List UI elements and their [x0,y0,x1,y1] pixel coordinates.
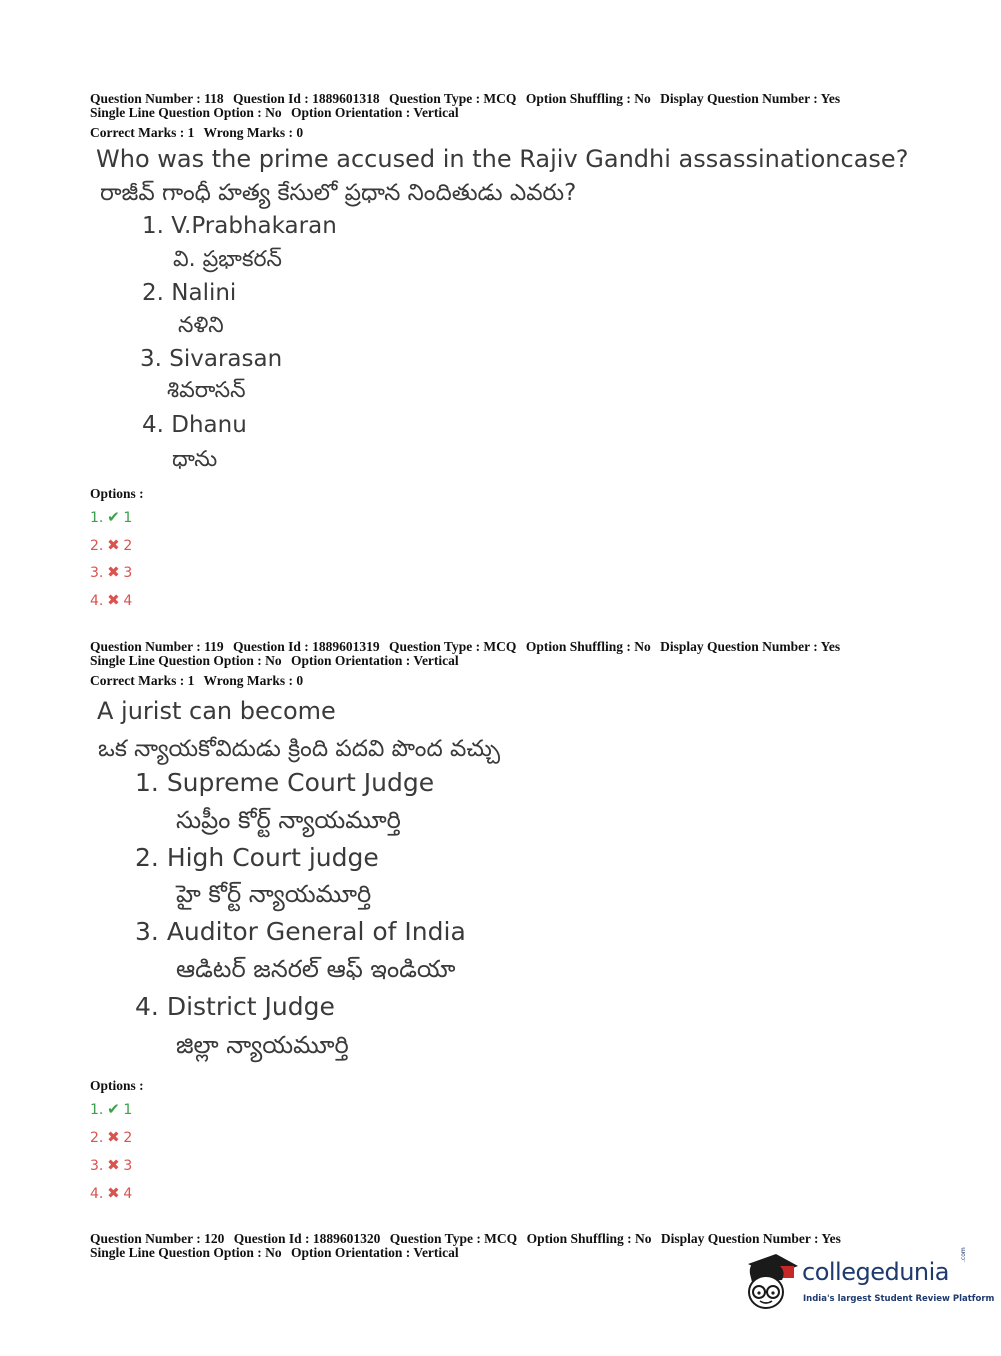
q118-answer-2 [90,536,132,554]
option-text: Sivarasan [169,346,283,372]
q118-option-1-telugu: వి. ప్రభాకరన్ [173,247,282,272]
q119-option-4-english [135,992,335,1021]
q119-option-2-english [135,843,379,872]
meta-field: Display Question Number : Yes [660,639,841,654]
meta-field: Option Orientation : Vertical [291,653,459,668]
option-text: Dhanu [171,412,247,438]
cross-icon: ✖ [107,536,120,554]
brand-suffix: .com [960,1247,967,1262]
correct-marks: Correct Marks : 1 [90,125,195,140]
answer-value: 3 [123,565,133,581]
q118-answer-1 [90,508,132,526]
q118-answer-4 [90,591,132,609]
wrong-marks: Wrong Marks : 0 [203,673,304,688]
answer-number: 2. [90,538,104,554]
option-number: 3. [135,917,159,946]
option-number: 4. [135,992,159,1021]
q118-option-3-english [140,346,282,372]
q119-option-3-telugu: ఆడిటర్ జనరల్ ఆఫ్ ఇండియా [176,955,456,983]
q118-option-4-english [142,412,247,438]
check-icon: ✔ [107,508,120,526]
meta-field: Question Id : 1889601319 [233,639,380,654]
q118-option-1-english [142,213,337,239]
q118-option-4-telugu: ధాను [172,447,218,472]
option-text: High Court judge [166,843,379,872]
option-number: 2. [142,280,164,306]
cross-icon: ✖ [107,591,120,609]
meta-field: Question Type : MCQ [389,639,517,654]
meta-field: Option Shuffling : No [526,1231,652,1246]
q119-option-4-telugu: జిల్లా న్యాయమూర్తి [176,1031,349,1059]
cross-icon: ✖ [107,1184,120,1202]
meta-field: Option Shuffling : No [525,91,651,106]
meta-field: Single Line Question Option : No [90,653,282,668]
q119-option-3-english [135,917,466,946]
q119-question-english: A jurist can become [97,697,336,725]
answer-value: 1 [123,1102,133,1118]
q118-answer-3 [90,563,132,581]
q119-option-1-telugu: సుప్రీం కోర్ట్ న్యాయమూర్తి [176,806,401,834]
q119-question-telugu: ఒక న్యాయకోవిదుడు క్రింది పదవి పొంద వచ్చు [98,736,501,762]
meta-field: Option Orientation : Vertical [291,1245,459,1260]
q118-question-english: Who was the prime accused in the Rajiv Gandhi assassinationcase? [96,145,909,173]
meta-field: Single Line Question Option : No [90,1245,282,1260]
brand-tagline: India's largest Student Review Platform [803,1294,995,1304]
cross-icon: ✖ [107,1128,120,1146]
answer-number: 3. [90,1158,104,1174]
cross-icon: ✖ [107,563,120,581]
option-text: V.Prabhakaran [171,213,337,239]
answer-number: 2. [90,1130,104,1146]
option-number: 1. [142,213,164,239]
q119-option-1-english [135,768,434,797]
q119-answer-3 [90,1156,132,1174]
meta-field: Display Question Number : Yes [660,91,841,106]
option-text: Auditor General of India [166,917,466,946]
meta-field: Single Line Question Option : No [90,105,282,120]
answer-value: 4 [123,593,133,609]
q119-answer-1 [90,1100,132,1118]
answer-number: 1. [90,510,104,526]
option-number: 4. [142,412,164,438]
answer-number: 4. [90,1186,104,1202]
q119-option-2-telugu: హై కోర్ట్ న్యాయమూర్తి [176,880,372,908]
option-text: Supreme Court Judge [166,768,435,797]
meta-field: Question Id : 1889601318 [233,91,380,106]
option-text: District Judge [166,992,335,1021]
answer-value: 2 [123,538,133,554]
mascot-icon [742,1250,802,1314]
meta-field: Question Number : 119 [90,639,224,654]
cross-icon: ✖ [107,1156,120,1174]
meta-field: Question Type : MCQ [389,91,517,106]
meta-field: Option Shuffling : No [525,639,651,654]
answer-value: 1 [123,510,133,526]
brand-name: collegedunia [802,1258,950,1286]
answer-number: 3. [90,565,104,581]
q120-meta-line2 [90,1246,465,1261]
answer-value: 2 [123,1130,133,1146]
q118-question-telugu: రాజీవ్ గాంధీ హత్య కేసులో ప్రధాన నిందితుడు ఎవరు? [100,180,577,206]
q119-answer-4 [90,1184,132,1202]
option-text: Nalini [171,280,237,306]
option-number: 1. [135,768,159,797]
q118-options-label: Options : [90,486,144,501]
meta-field: Question Number : 118 [90,91,224,106]
answer-value: 4 [123,1186,133,1202]
answer-value: 3 [123,1158,133,1174]
q118-marks [90,126,309,141]
collegedunia-logo [742,1247,995,1314]
answer-number: 4. [90,593,104,609]
meta-field: Question Id : 1889601320 [233,1231,381,1246]
q118-option-3-telugu: శివరాసన్ [167,378,246,403]
q118-meta-line2 [90,106,465,121]
q119-answer-2 [90,1128,132,1146]
check-icon: ✔ [107,1100,120,1118]
q119-marks [90,674,309,689]
q118-option-2-telugu: నళిని [178,313,224,338]
option-number: 3. [140,346,162,372]
meta-field: Option Orientation : Vertical [291,105,459,120]
q118-option-2-english [142,280,236,306]
wrong-marks: Wrong Marks : 0 [203,125,304,140]
meta-field: Display Question Number : Yes [660,1231,841,1246]
meta-field: Question Number : 120 [90,1231,225,1246]
answer-number: 1. [90,1102,104,1118]
q119-meta-line2 [90,654,465,669]
correct-marks: Correct Marks : 1 [90,673,195,688]
meta-field: Question Type : MCQ [389,1231,518,1246]
q119-options-label: Options : [90,1078,144,1093]
option-number: 2. [135,843,159,872]
